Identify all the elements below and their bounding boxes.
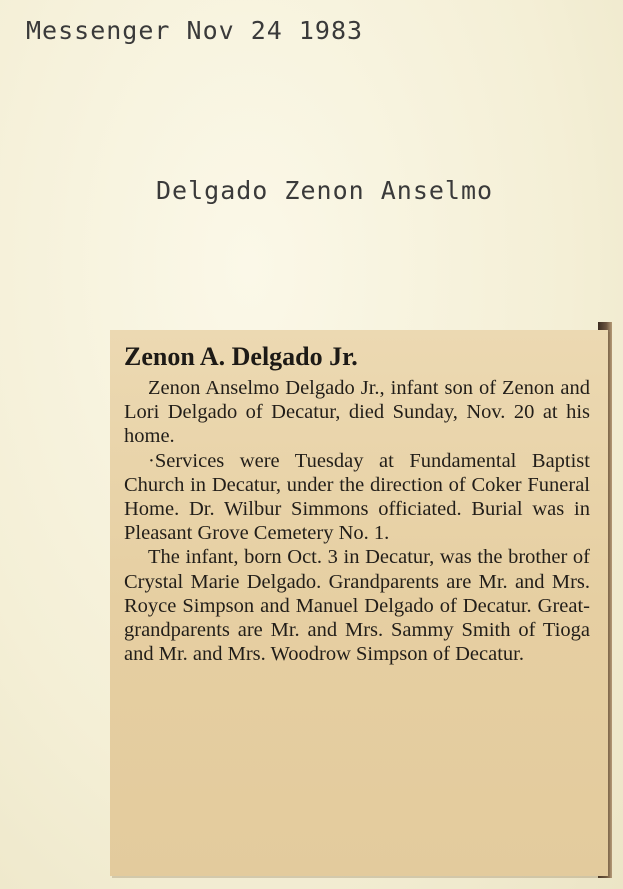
typed-source-date: Messenger Nov 24 1983 xyxy=(26,16,364,45)
obituary-paragraph: The infant, born Oct. 3 in Decatur, was the brother of Crystal Marie Delgado. Grandparents are Mr. and Mrs. Royce Simpson and Manuel Delgado of Decatur. Great-grandparents are Mr. and Mrs. Sammy Smith of Tioga and Mr. and Mrs. Woodrow Simpson of Decatur. xyxy=(124,546,590,666)
typed-subject-name: Delgado Zenon Anselmo xyxy=(156,176,494,205)
obituary-title: Zenon A. Delgado Jr. xyxy=(124,342,358,371)
newspaper-clipping xyxy=(110,330,608,876)
obituary-paragraph: ·Services were Tuesday at Fundamental Baptist Church in Decatur, under the direction of Coker Funeral Home. Dr. Wilbur Simmons officiated. Burial was in Pleasant Grove Cemetery No. 1. xyxy=(124,449,590,545)
obituary-paragraph: Zenon Anselmo Delgado Jr., infant son of Zenon and Lori Delgado of Decatur, died Sunday, Nov. 20 at his home. xyxy=(124,376,590,448)
